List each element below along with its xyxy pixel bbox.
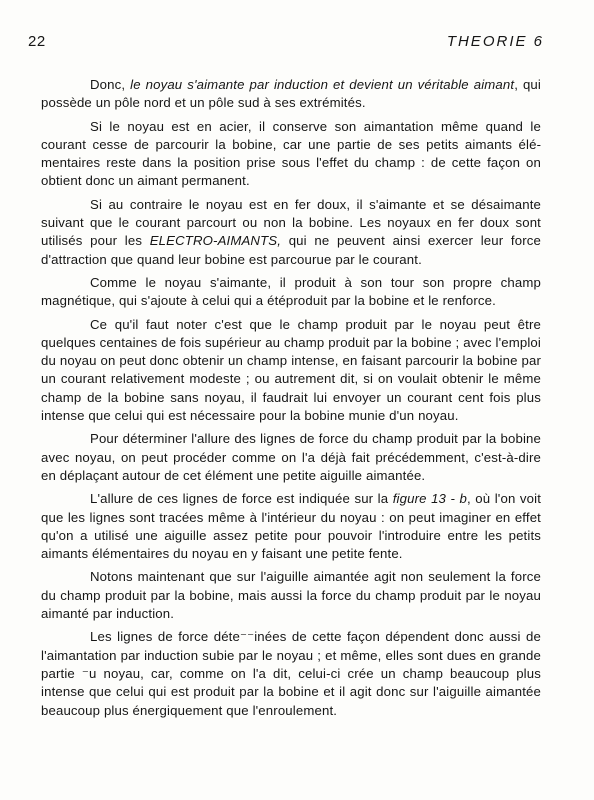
paragraph-1	[41, 76, 541, 113]
emphasis-run: figure 13 - b	[392, 491, 467, 507]
text-run: , où l'on voit que les lignes sont tracées même à l'intérieur du noyau : on peut imaginer en effet qu'on a utilisé une aiguille assez petite pour pouvoir l'introduire entre les petits aimants élémentaires du noyau en y faisant une petite fente.	[41, 491, 542, 562]
paragraph-8: Notons maintenant que sur l'aiguille aimantée agit non seulement la force du champ produit par la bobine, mais aussi la force du champ produit par le noyau aimanté par induction.	[41, 569, 541, 622]
running-head: THEORIE 6	[446, 33, 544, 50]
body-text	[41, 76, 541, 725]
paragraph-7	[41, 490, 541, 563]
paragraph-4: Comme le noyau s'aimante, il produit à son tour son propre champ magnétique, qui s'ajoute à celui qui a étéproduit par la bobine et le renforce.	[41, 274, 541, 309]
text-run: Donc,	[90, 77, 131, 92]
paragraph-6: Pour déterminer l'allure des lignes de force du champ produit par la bobine avec noyau, on peut procéder comme on l'a déjà fait précédemment, c'est-à-dire en déplaçant autour de cet élément une petite aiguille aimantée.	[41, 431, 541, 483]
paragraph-3	[41, 196, 541, 269]
paragraph-9: Les lignes de force déte⁻⁻inées de cette façon dépendent donc aussi de l'aimantation par induction subie par le noyau ; et même, elles sont dues en grande partie ⁻u noyau, car, comme on l'a dit, celui-ci crée un champ beaucoup plus intense que celui qui est produit par la bobine et il agit donc sur l'aiguille aimantée beaucoup plus énergiquement que l'enroulement.	[41, 629, 541, 718]
paragraph-2: Si le noyau est en acier, il conserve son aimantation même quand le courant cesse de parcourir la bobine, car une partie de ses petits aimants élémentaires reste dans la position prise sous l'effet du champ : de cette façon on obtient donc un aimant permanent.	[41, 118, 541, 189]
text-run: qui ne peuvent ainsi exercer leur force d'attraction que quand leur bobine est parcourue par le courant.	[41, 233, 541, 267]
text-run: Si au contraire le noyau est en fer doux, il s'aimante et se désaimante suivant que le courant parcourt ou non la bobine. Les noyaux en fer doux sont utilisés pour les	[41, 196, 541, 249]
emphasis-run: le noyau s'aimante par induction et devient un véritable aimant	[130, 77, 515, 92]
paragraph-5: Ce qu'il faut noter c'est que le champ produit par le noyau peut être quelques centaines de fois supérieur au champ produit par la bobine ; avec l'emploi du noyau on peut donc obtenir un champ intense, en faisant parcourir la bobine par un courant relativement modeste ; ou autrement dit, si on voulait obtenir le même champ de la bobine sans noyau, il faudrait lui envoyer un courant cent fois plus intense que celui qui est nécessaire pour la bobine munie d'un noyau.	[41, 316, 541, 424]
text-run: , qui possède un pôle nord et un pôle sud à ses extrémités.	[41, 77, 541, 111]
emphasis-run: ELECTRO-AIMANTS,	[149, 233, 282, 249]
text-run: L'allure de ces lignes de force est indiquée sur la	[90, 491, 393, 507]
page-number: 22	[28, 33, 46, 50]
